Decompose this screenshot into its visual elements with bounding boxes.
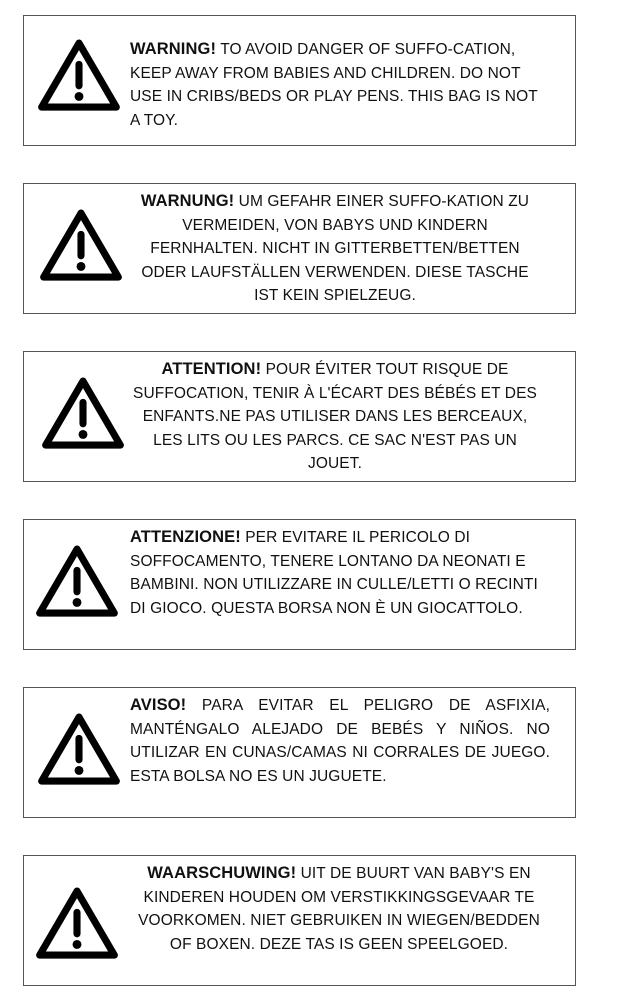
warning-lead: WARNUNG! bbox=[140, 192, 235, 210]
warning-lead: WARNING! bbox=[130, 40, 217, 58]
warning-body: TO AVOID DANGER OF SUFFO-CATION, KEEP AWAY FROM BABIES AND CHILDREN. DO NOT USE IN CRIBS/BEDS OR PLAY PENS. THIS BAG IS NOT A TOY. bbox=[130, 41, 538, 129]
warning-triangle-icon bbox=[34, 36, 124, 116]
warning-body: UIT DE BUURT VAN BABY'S EN KINDEREN HOUDEN OM VERSTIKKINGSGEVAAR TE VOORKOMEN. NIET GEBRUIKEN IN WIEGEN/BEDDEN OF BOXEN. DEZE TAS IS GEEN SPEELGOED. bbox=[138, 865, 540, 953]
warning-triangle-icon bbox=[36, 206, 126, 286]
warning-body: POUR ÉVITER TOUT RISQUE DE SUFFOCATION, TENIR À L'ÉCART DES BÉBÉS ET DES ENFANTS.NE PAS UTILISER DANS LES BERCEAUX, LES LITS OU LES PARCS. CE SAC N'EST PAS UN JOUET. bbox=[133, 361, 537, 472]
warning-body: PARA EVITAR EL PELIGRO DE ASFIXIA, MANTÉNGALO ALEJADO DE BEBÉS Y NIÑOS. NO UTILIZAR EN CUNAS/CAMAS NI CORRALES DE JUEGO. ESTA BOLSA NO ES UN JUGUETE. bbox=[130, 697, 550, 785]
warning-text bbox=[130, 526, 550, 620]
warning-panel-german bbox=[23, 183, 576, 314]
warning-text bbox=[130, 190, 540, 308]
warning-lead: AVISO! bbox=[130, 696, 187, 714]
warning-panel-italian bbox=[23, 519, 576, 650]
warning-lead: ATTENZIONE! bbox=[130, 528, 241, 546]
warning-triangle-icon bbox=[38, 374, 128, 454]
warning-triangle-icon bbox=[34, 710, 124, 790]
warning-text bbox=[130, 694, 550, 788]
warning-text bbox=[130, 358, 540, 476]
warning-triangle-icon bbox=[32, 884, 122, 964]
warning-panel-english bbox=[23, 15, 576, 146]
warning-lead: WAARSCHUWING! bbox=[147, 864, 297, 882]
warning-text bbox=[130, 862, 548, 956]
warning-text bbox=[130, 38, 550, 132]
warning-lead: ATTENTION! bbox=[161, 360, 262, 378]
warning-panel-french bbox=[23, 351, 576, 482]
warning-panel-spanish bbox=[23, 687, 576, 818]
warning-triangle-icon bbox=[32, 542, 122, 622]
warning-panel-dutch bbox=[23, 855, 576, 986]
warning-body: UM GEFAHR EINER SUFFO-KATION ZU VERMEIDEN, VON BABYS UND KINDERN FERNHALTEN. NICHT IN GITTERBETTEN/BETTEN ODER LAUFSTÄLLEN VERWENDEN. DIESE TASCHE IST KEIN SPIELZEUG. bbox=[141, 193, 530, 304]
warning-body: PER EVITARE IL PERICOLO DI SOFFOCAMENTO, TENERE LONTANO DA NEONATI E BAMBINI. NON UTILIZZARE IN CULLE/LETTI O RECINTI DI GIOCO. QUESTA BORSA NON È UN GIOCATTOLO. bbox=[130, 529, 538, 617]
